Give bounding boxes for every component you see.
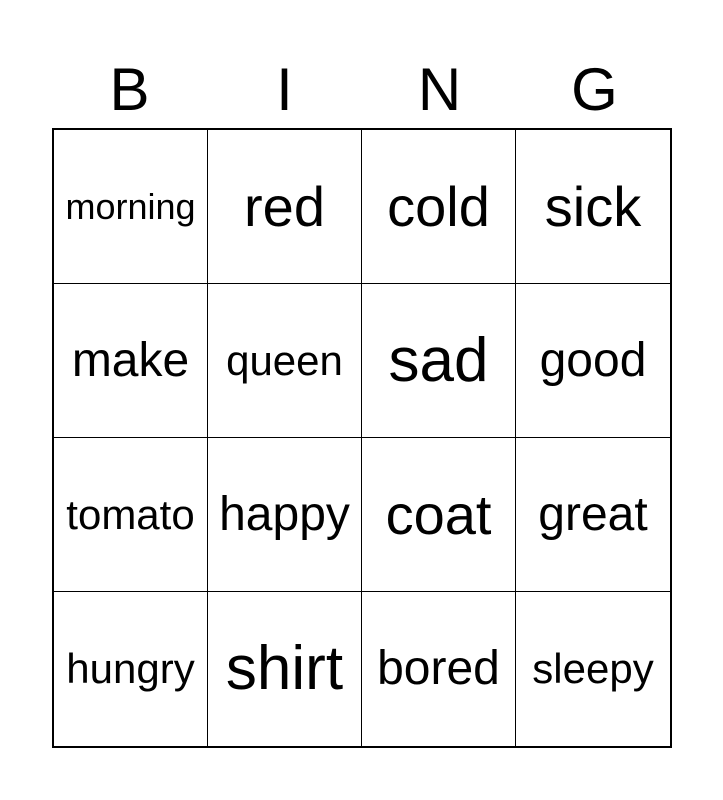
bingo-cell-r4-c1[interactable]: hungry bbox=[54, 592, 208, 746]
bingo-cell-r3-c4[interactable]: great bbox=[516, 438, 670, 592]
bingo-board bbox=[52, 128, 672, 748]
bingo-cell-r1-c2[interactable]: red bbox=[208, 130, 362, 284]
bingo-cell-r2-c3[interactable]: sad bbox=[362, 284, 516, 438]
bingo-cell-r4-c2[interactable]: shirt bbox=[208, 592, 362, 746]
bingo-cell-r1-c3[interactable]: cold bbox=[362, 130, 516, 284]
bingo-cell-r1-c4[interactable]: sick bbox=[516, 130, 670, 284]
bingo-cell-r3-c3[interactable]: coat bbox=[362, 438, 516, 592]
bingo-cell-r4-c4[interactable]: sleepy bbox=[532, 645, 654, 692]
bingo-cell-r4-c3[interactable]: bored bbox=[362, 592, 516, 746]
bingo-header bbox=[52, 52, 672, 128]
bingo-cell-r3-c2[interactable]: happy bbox=[208, 438, 362, 592]
header-letter-b: B bbox=[109, 56, 150, 123]
bingo-cell-r3-c1[interactable]: tomato bbox=[54, 438, 208, 592]
bingo-cell-r1-c1[interactable]: morning bbox=[54, 130, 208, 284]
header-letter-g: G bbox=[571, 56, 618, 123]
bingo-cell-r2-c4[interactable]: good bbox=[516, 284, 670, 438]
bingo-cell-r2-c1[interactable]: make bbox=[54, 284, 208, 438]
bingo-cell-r2-c2[interactable]: queen bbox=[208, 284, 362, 438]
header-letter-n: N bbox=[417, 56, 462, 123]
header-letter-i: I bbox=[276, 56, 293, 123]
